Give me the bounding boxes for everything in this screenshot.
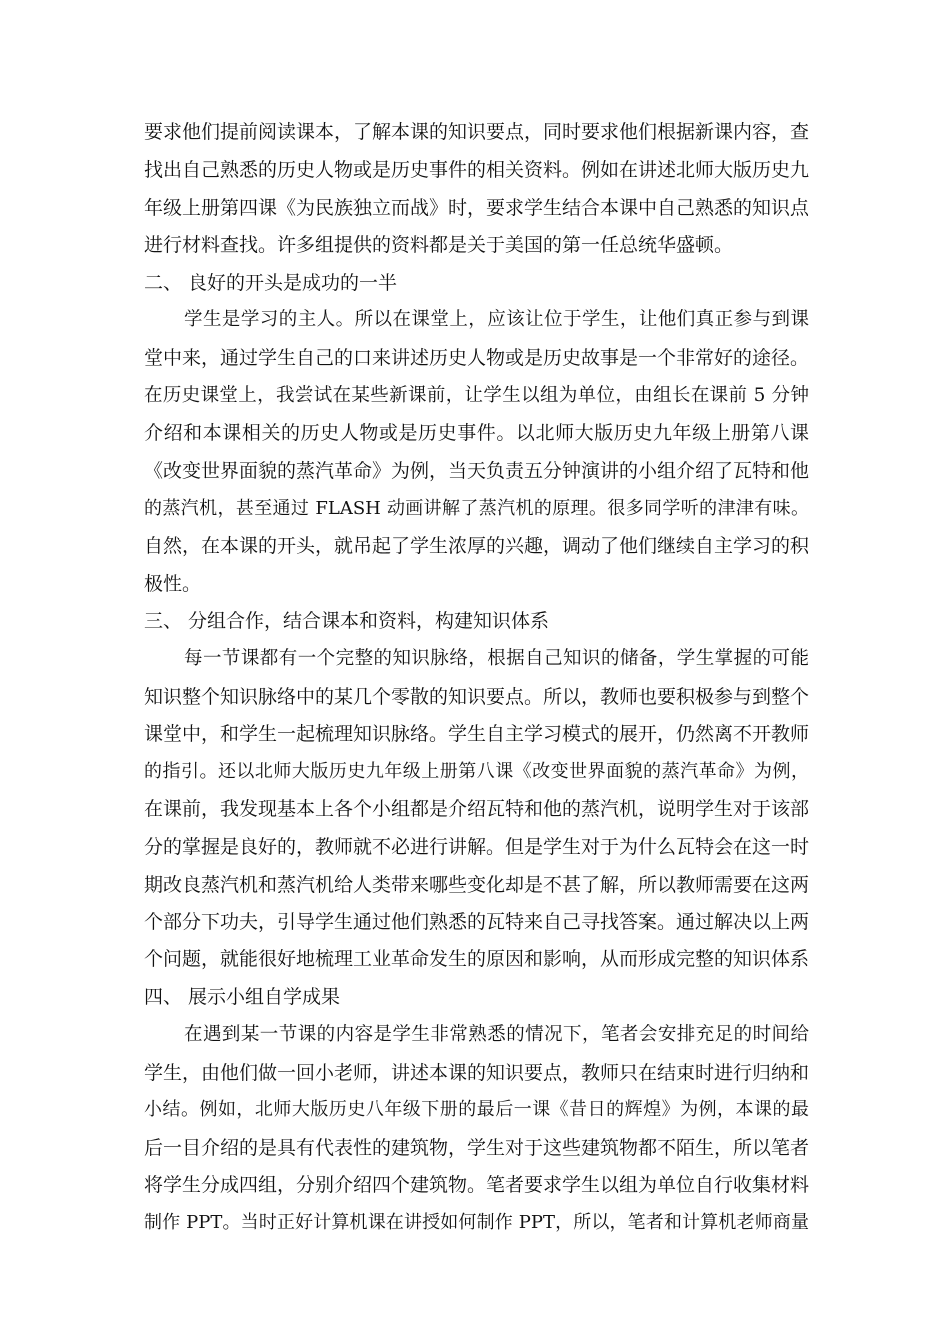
- paragraph-line: 个部分下功夫，引导学生通过他们熟悉的瓦特来自己寻找答案。通过解决以上两: [144, 911, 809, 933]
- paragraph-line: 在遇到某一节课的内容是学生非常熟悉的情况下，笔者会安排充足的时间给: [184, 1024, 809, 1045]
- paragraph-line: 学生是学习的主人。所以在课堂上，应该让位于学生，让他们真正参与到课: [184, 309, 809, 330]
- paragraph-line: 在历史课堂上，我尝试在某些新课前，让学生以组为单位，由组长在课前 5 分钟: [144, 385, 809, 406]
- paragraph-line: 进行材料查找。许多组提供的资料都是关于美国的第一任总统华盛顿。: [144, 234, 734, 256]
- paragraph-line: 的指引。还以北师大版历史九年级上册第八课《改变世界面貌的蒸汽革命》为例，: [144, 761, 809, 782]
- section-heading: 二、 良好的开头是成功的一半: [144, 272, 398, 294]
- paragraph-line: 分的掌握是良好的，教师就不必进行讲解。但是学生对于为什么瓦特会在这一时: [144, 836, 809, 858]
- paragraph-line: 堂中来，通过学生自己的口来讲述历史人物或是历史故事是一个非常好的途径。: [144, 347, 809, 369]
- paragraph-line: 在课前，我发现基本上各个小组都是介绍瓦特和他的蒸汽机，说明学生对于该部: [144, 798, 809, 820]
- paragraph-line: 介绍和本课相关的历史人物或是历史事件。以北师大版历史九年级上册第八课: [144, 422, 809, 444]
- paragraph-line: 制作 PPT。当时正好计算机课在讲授如何制作 PPT，所以，笔者和计算机老师商量: [144, 1212, 809, 1233]
- paragraph-line: 学生，由他们做一回小老师，讲述本课的知识要点，教师只在结束时进行归纳和: [144, 1062, 809, 1084]
- paragraph-line: 要求他们提前阅读课本，了解本课的知识要点，同时要求他们根据新课内容，查: [144, 121, 809, 143]
- paragraph-line: 知识整个知识脉络中的某几个零散的知识要点。所以，教师也要积极参与到整个: [144, 686, 809, 708]
- paragraph-line: 小结。例如，北师大版历史八年级下册的最后一课《昔日的辉煌》为例，本课的最: [144, 1099, 809, 1120]
- paragraph-line: 每一节课都有一个完整的知识脉络，根据自己知识的储备，学生掌握的可能: [184, 648, 809, 669]
- paragraph-line: 后一目介绍的是具有代表性的建筑物，学生对于这些建筑物都不陌生，所以笔者: [144, 1137, 809, 1159]
- paragraph-line: 极性。: [144, 573, 202, 595]
- paragraph-line: 课堂中，和学生一起梳理知识脉络。学生自主学习模式的展开，仍然离不开教师: [144, 723, 809, 745]
- paragraph-line: 的蒸汽机，甚至通过 FLASH 动画讲解了蒸汽机的原理。很多同学听的津津有味。: [144, 498, 809, 519]
- paragraph-line: 自然，在本课的开头，就吊起了学生浓厚的兴趣，调动了他们继续自主学习的积: [144, 535, 809, 557]
- paragraph-line: 期改良蒸汽机和蒸汽机给人类带来哪些变化却是不甚了解，所以教师需要在这两: [144, 874, 809, 896]
- paragraph-line: 《改变世界面貌的蒸汽革命》为例，当天负责五分钟演讲的小组介绍了瓦特和他: [144, 460, 809, 482]
- paragraph-line: 年级上册第四课《为民族独立而战》时，要求学生结合本课中自己熟悉的知识点: [144, 197, 809, 219]
- paragraph-line: 将学生分成四组，分别介绍四个建筑物。笔者要求学生以组为单位自行收集材料: [144, 1174, 809, 1196]
- section-heading: 四、 展示小组自学成果: [144, 986, 341, 1008]
- paragraph-line: 个问题，就能很好地梳理工业革命发生的原因和影响，从而形成完整的知识体系: [144, 948, 809, 970]
- section-heading: 三、 分组合作，结合课本和资料，构建知识体系: [144, 610, 550, 632]
- paragraph-line: 找出自己熟悉的历史人物或是历史事件的相关资料。例如在讲述北师大版历史九: [144, 159, 809, 181]
